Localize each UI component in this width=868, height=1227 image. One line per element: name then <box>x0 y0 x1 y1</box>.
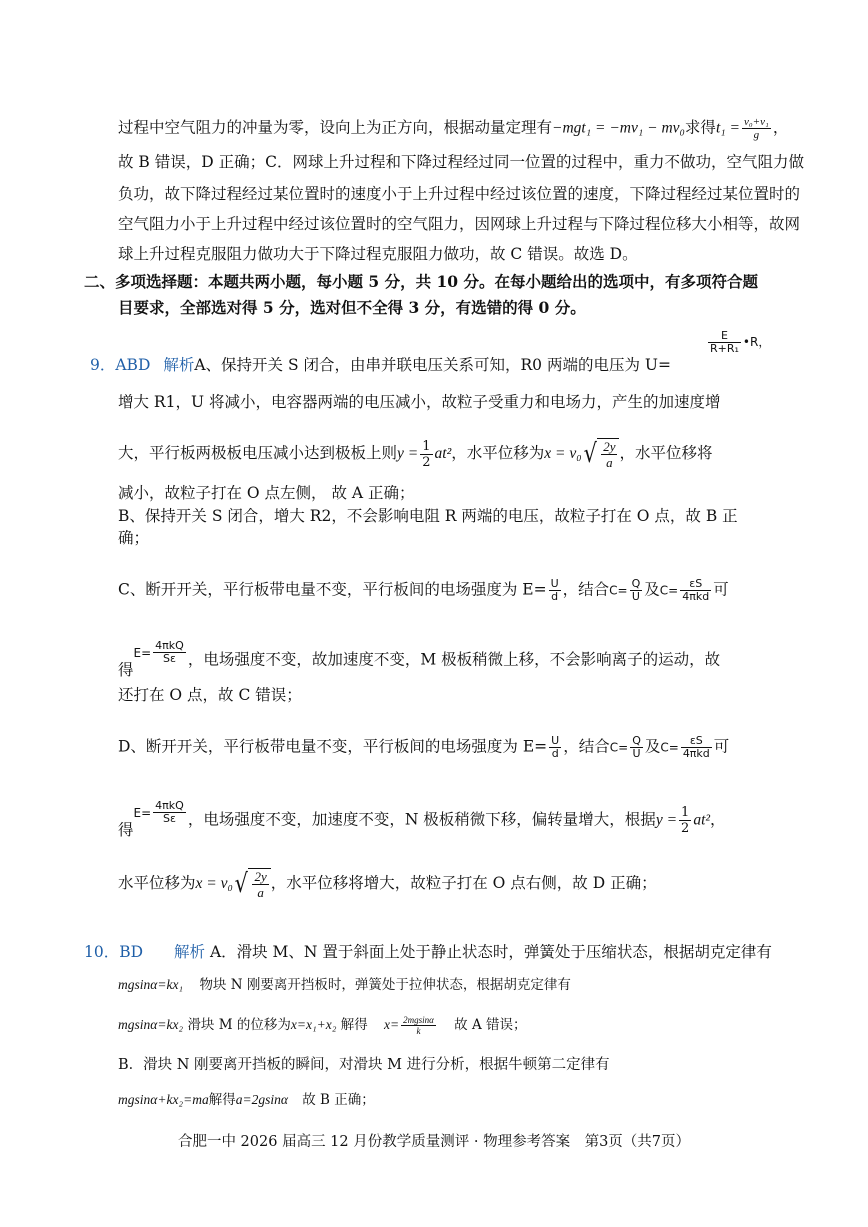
at2: at² <box>693 811 711 829</box>
q9-d-line3 <box>118 868 657 900</box>
es-fraction <box>680 578 711 603</box>
q9-c-line3: 还打在 O 点，故 C 错误； <box>118 686 302 704</box>
q9-line1 <box>90 355 671 375</box>
fraction-denominator: k <box>416 1026 421 1036</box>
q10-line1 <box>84 942 772 962</box>
fraction-numerator: 4πkQ <box>155 639 184 652</box>
sqrt-fraction <box>252 869 268 900</box>
q9-line2: 增大 R1，U 将减小，电容器两端的电压减小，故粒子受重力和电场力，产生的加速度增 <box>118 393 721 411</box>
fraction-numerator: 1 <box>422 438 431 454</box>
ud-fraction <box>549 735 561 760</box>
at2: at² <box>434 445 452 462</box>
fraction-denominator: 2 <box>681 821 690 836</box>
text: 求得 <box>684 118 716 137</box>
x-symbol: x = v₀ <box>195 875 233 892</box>
fraction-denominator: g <box>753 129 760 141</box>
sqrt-body <box>597 438 619 470</box>
q9-line4: 减小，故粒子打在 O 点左侧， 故 A 正确； <box>118 484 415 502</box>
fraction-numerator: 2y <box>254 869 267 884</box>
momentum-equation: −mgt₁ = −mv₁ − mv₀ <box>552 119 685 137</box>
text: ，水平位移将 <box>619 444 713 462</box>
fraction-numerator: v₀+v₁ <box>743 116 769 128</box>
para1-line2: 故 B 错误，D 正确；C．网球上升过程和下降过程经过同一位置的过程中，重力不做功，空气阻力做 <box>118 153 804 171</box>
text: ，结合 <box>563 737 610 756</box>
text: 可 <box>713 737 730 756</box>
page-footer: 合肥一中 2026 届高三 12 月份教学质量测评 · 物理参考答案 第3页（共7页） <box>177 1134 691 1150</box>
q9-line5: B、保持开关 S 闭合，增大 R2，不会影响电阻 R 两端的电压，故粒子打在 O 点，故 B 正 <box>118 507 738 525</box>
text: D、断开开关，平行板带电量不变，平行板间的电场强度为 E= <box>118 737 548 756</box>
q10-line2 <box>118 975 571 995</box>
fraction-denominator: 4πkd <box>682 590 710 603</box>
sqrt-fraction <box>601 439 617 470</box>
text: 大，平行板两极板电压减小达到极板上则 <box>118 444 398 462</box>
hooke-equation-1: mgsinα=kx₁ <box>118 977 184 992</box>
e-eq: E= <box>133 805 152 820</box>
y-symbol: y = <box>397 445 419 462</box>
text: ，水平位移将增大，故粒子打在 O 点右侧，故 D 正确； <box>270 874 657 892</box>
text: •R， <box>742 335 771 349</box>
text: 水平位移为 <box>118 874 196 892</box>
fraction-numerator: U <box>550 577 559 590</box>
q9-line6: 确； <box>118 529 150 547</box>
q9-c-line2 <box>118 639 721 679</box>
fraction-denominator: R+R₁ <box>710 342 739 355</box>
q9-c-line1 <box>118 578 729 603</box>
displacement-eq: x=x₁+x₂ <box>290 1017 337 1032</box>
e-eq: E= <box>133 645 152 660</box>
qu-fraction <box>630 735 643 760</box>
e-fraction <box>153 800 186 825</box>
fraction-denominator: a <box>257 885 264 900</box>
half-fraction <box>420 439 432 470</box>
text: ，结合 <box>562 580 610 599</box>
fraction-denominator: U <box>631 590 640 603</box>
fraction-denominator: d <box>551 747 559 760</box>
x-fraction <box>401 1015 436 1036</box>
text: A、保持开关 S 闭合，由串并联电压关系可知，R0 两端的电压为 U= <box>194 356 671 374</box>
q9-d-line1 <box>118 735 729 760</box>
c-eq: C= <box>659 583 679 598</box>
para1-line5: 球上升过程克服阻力做功大于下降过程克服阻力做功，故 C 错误。故选 D。 <box>118 245 638 263</box>
q10-line5 <box>118 1090 375 1110</box>
text: 得 <box>118 660 134 679</box>
analysis-tag: 解析 <box>163 356 195 374</box>
q9-d-line2: 得$^{E=}$ $\frac{\text{4πkQ}}{S\varepsilon}$ ，电场强度不变，加速度不变，N 极板稍微下移，偏转量增大，根据y = $\frac{1}{2}$ at²， <box>118 799 726 839</box>
q9-answer: 9．ABD <box>90 356 151 374</box>
text: 故 B 正确； <box>302 1092 375 1108</box>
text: ，水平位移为 <box>451 444 545 462</box>
text: C、断开开关，平行板带电量不变，平行板间的电场强度为 E= <box>118 580 547 599</box>
text: ，电场强度不变，故加速度不变，M 极板稍微上移，不会影响离子的运动，故 <box>187 650 721 669</box>
fraction-numerator: 1 <box>681 805 690 820</box>
fraction-numerator: 4πkQ <box>155 799 184 812</box>
fraction-denominator: Sε <box>163 812 176 825</box>
fraction-numerator: εS <box>681 735 712 748</box>
text: 解得 <box>208 1092 236 1108</box>
text: 故 A 错误； <box>454 1017 527 1033</box>
newton-equation: mgsinα+kx₂=ma <box>118 1092 209 1107</box>
radical-sign: √ <box>234 869 248 899</box>
fraction-denominator: U <box>632 747 641 760</box>
q9-line3 <box>118 438 712 470</box>
analysis-tag: 解析 <box>173 943 205 961</box>
es-fraction <box>681 735 712 760</box>
hooke-equation-2: mgsinα=kx₂ <box>118 1017 184 1032</box>
text: 及 <box>644 580 660 599</box>
fraction-numerator: Q <box>631 577 641 590</box>
fraction-numerator: E <box>708 330 741 343</box>
fraction-numerator: 2mgsinα <box>403 1015 434 1025</box>
text: 过程中空气阻力的冲量为零，设向上为正方向，根据动量定理有 <box>118 118 553 137</box>
t1-fraction <box>742 116 771 141</box>
x-symbol: x = v₀ <box>544 445 582 462</box>
y-symbol: y = <box>655 811 678 829</box>
u-formula <box>706 330 770 355</box>
q10-answer: 10．BD <box>84 943 144 961</box>
c-eq: C= <box>660 740 679 755</box>
fraction-denominator: 4πkd <box>682 747 710 760</box>
text: 滑块 M 的位移为 <box>187 1017 291 1033</box>
text: ，电场强度不变，加速度不变，N 极板稍微下移，偏转量增大，根据 <box>187 810 656 829</box>
u-fraction <box>708 330 741 355</box>
text: 解得 <box>340 1017 368 1033</box>
fraction-denominator: Sε <box>163 652 176 665</box>
fraction-numerator: 2y <box>603 439 616 454</box>
section2-heading-line2: 目要求，全部选对得 5 分，选对但不全得 3 分，有选错的得 0 分。 <box>118 298 586 317</box>
q10-line3 <box>118 1015 527 1036</box>
q10-line4: B．滑块 N 刚要离开挡板的瞬间，对滑块 M 进行分析，根据牛顿第二定律有 <box>118 1057 610 1073</box>
fraction-numerator: U <box>551 734 560 747</box>
ud-fraction <box>549 578 561 603</box>
fraction-numerator: Q <box>632 734 641 747</box>
acceleration-result: a=2gsinα <box>235 1092 288 1107</box>
x-symbol: x= <box>384 1017 400 1032</box>
para1-line4: 空气阻力小于上升过程中经过该位置时的空气阻力，因网球上升过程与下降过程位移大小相等，故网 <box>118 215 801 233</box>
para1-line3: 负功，故下降过程经过某位置时的速度小于上升过程中经过该位置的速度，下降过程经过某位置时的 <box>118 185 801 203</box>
fraction-numerator: εS <box>680 578 711 591</box>
text: 及 <box>644 737 661 756</box>
qu-fraction <box>630 578 643 603</box>
t1-symbol: t₁ = <box>715 119 740 137</box>
fraction-denominator: d <box>551 590 559 603</box>
text: A．滑块 M、N 置于斜面上处于静止状态时，弹簧处于压缩状态，根据胡克定律有 <box>209 943 772 961</box>
radical-sign: √ <box>583 439 597 469</box>
para1-line1: 过程中空气阻力的冲量为零，设向上为正方向，根据动量定理有−mgt₁ = −mv₁ − mv₀求得t₁ = $\frac{\text{v₀+v₁}}{g}$ ， <box>118 116 789 141</box>
fraction-denominator: a <box>606 455 613 470</box>
e-fraction <box>153 640 186 665</box>
sqrt-body <box>248 868 270 900</box>
c-eq: C= <box>609 740 629 755</box>
c-eq: C= <box>609 583 628 598</box>
half-fraction <box>679 805 691 836</box>
section2-heading-line1: 二、多项选择题：本题共两小题，每小题 5 分，共 10 分。在每小题给出的选项中，有多项符合题 <box>84 272 758 291</box>
text: 得 <box>118 820 134 839</box>
text: 物块 N 刚要离开挡板时，弹簧处于拉伸状态，根据胡克定律有 <box>199 977 571 993</box>
fraction-denominator: 2 <box>422 454 431 470</box>
text: 可 <box>713 580 729 599</box>
